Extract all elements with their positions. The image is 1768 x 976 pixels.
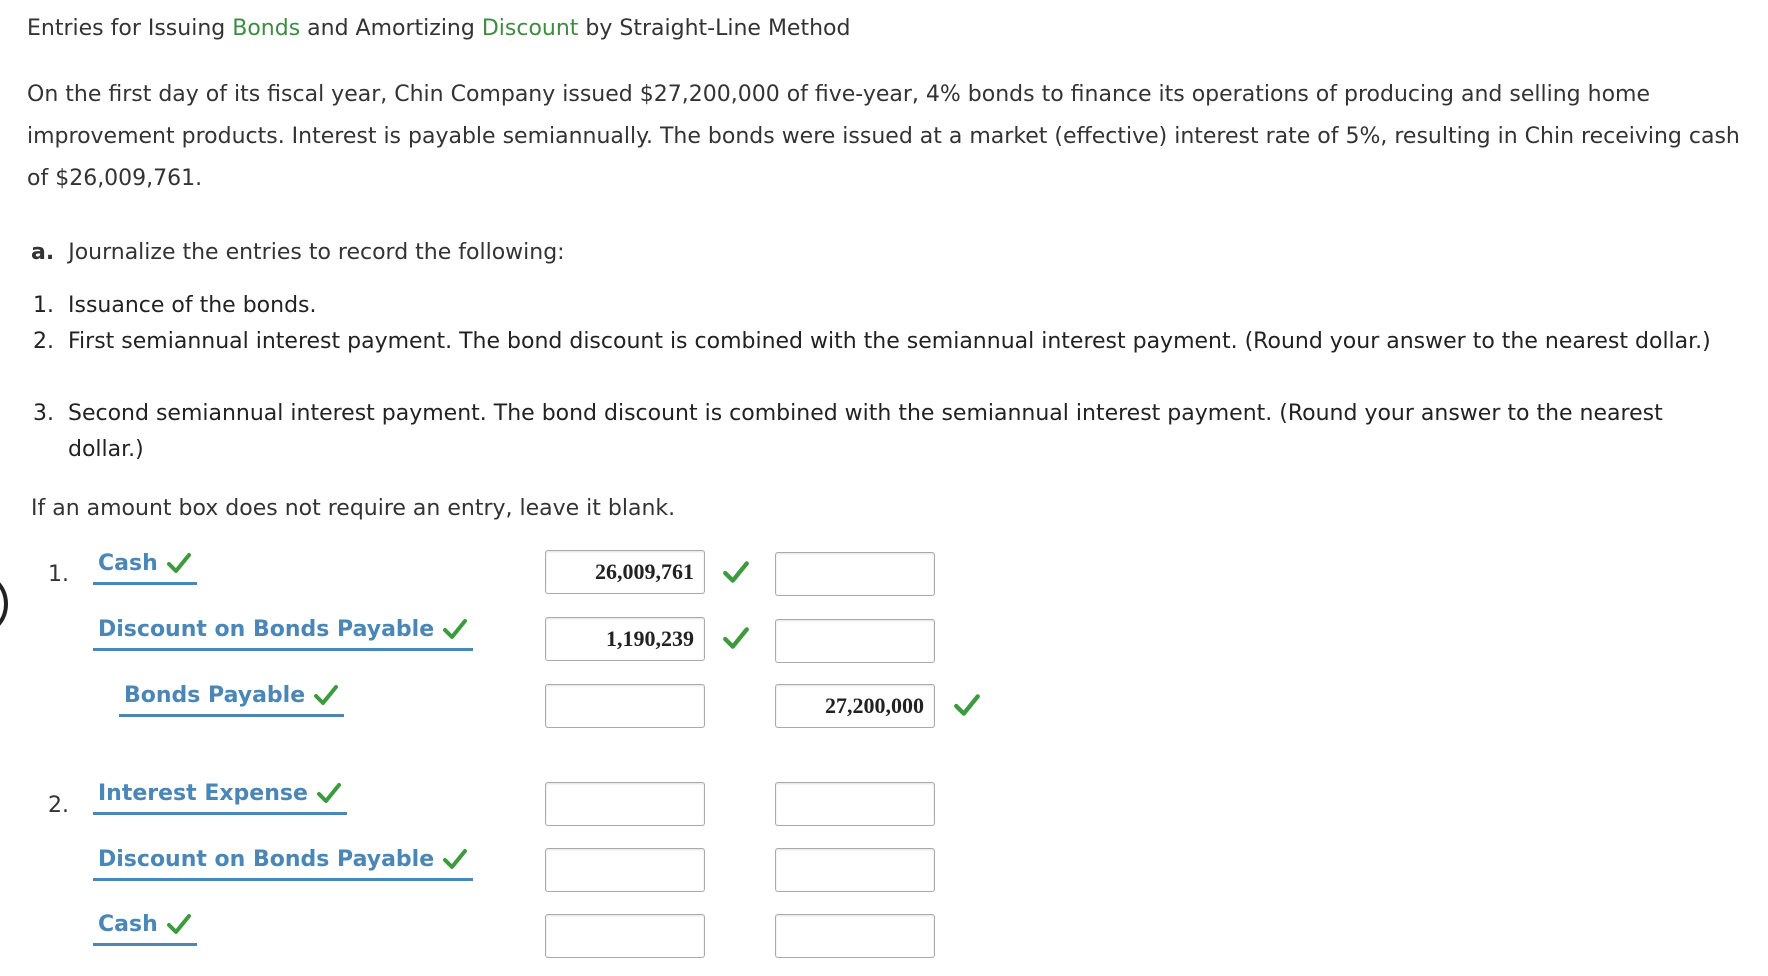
problem-text: On the first day of its fiscal year, Chin Company issued $27,200,000 of five-year, 4% bonds to finance its operations of producing and selling home improvement products. Interest is payable semiannually. The bonds were issued at a market (effective) interest rate of 5%, resulting in Chin receiving cash of $26,009,761. [27, 82, 1740, 191]
account-name: Cash [98, 911, 158, 937]
debit-amount-field[interactable] [545, 684, 705, 728]
discount-link[interactable]: Discount [481, 16, 579, 41]
instruction-text: Issuance of the bonds. [68, 293, 317, 318]
account-select-cash[interactable] [93, 911, 197, 946]
credit-amount-field[interactable]: 27,200,000 [775, 684, 935, 728]
instruction-item [33, 396, 1733, 468]
credit-amount-field[interactable] [775, 782, 935, 826]
title-middle: and Amortizing [300, 16, 482, 41]
debit-amount-field[interactable] [545, 914, 705, 958]
bonds-link[interactable]: Bonds [232, 16, 301, 41]
debit-amount-field[interactable]: 1,190,239 [545, 617, 705, 661]
instruction-number: 2. [33, 329, 54, 354]
instruction-item [33, 288, 1733, 324]
credit-amount-field[interactable] [775, 848, 935, 892]
instruction-item [33, 324, 1733, 360]
part-a-label: a. [31, 240, 55, 265]
account-name: Discount on Bonds Payable [98, 616, 435, 642]
part-a-text: Journalize the entries to record the following: [68, 240, 565, 265]
debit-amount-field[interactable] [545, 848, 705, 892]
account-select-cash[interactable] [93, 550, 197, 585]
check-icon [313, 682, 339, 708]
instruction-number: 1. [33, 293, 54, 318]
check-icon [166, 911, 192, 937]
credit-amount-field[interactable] [775, 552, 935, 596]
credit-amount-field[interactable] [775, 619, 935, 663]
debit-amount-field[interactable] [545, 782, 705, 826]
account-select-interest-expense[interactable] [93, 780, 347, 815]
debit-amount-field[interactable]: 26,009,761 [545, 550, 705, 594]
page-title [27, 16, 850, 41]
leave-blank-note: If an amount box does not require an entry, leave it blank. [31, 496, 676, 521]
title-suffix: by Straight-Line Method [578, 16, 851, 41]
check-icon [316, 780, 342, 806]
check-icon [166, 550, 192, 576]
credit-amount-field[interactable] [775, 914, 935, 958]
check-icon [442, 616, 468, 642]
account-select-discount[interactable] [93, 616, 473, 651]
check-icon [953, 691, 981, 719]
edge-circle-icon [0, 575, 8, 633]
account-name: Interest Expense [98, 780, 308, 806]
account-name: Discount on Bonds Payable [98, 846, 435, 872]
account-select-discount[interactable] [93, 846, 473, 881]
instruction-text: Second semiannual interest payment. The bond discount is combined with the semiannual interest payment. (Round your answer to the nearest dollar.) [68, 401, 1663, 462]
check-icon [722, 558, 750, 586]
account-select-bonds-payable[interactable] [119, 682, 344, 717]
check-icon [722, 624, 750, 652]
title-prefix: Entries for Issuing [27, 16, 233, 41]
instruction-number: 3. [33, 401, 54, 426]
entry-number: 1. [48, 562, 69, 587]
part-a-heading [31, 240, 565, 265]
account-name: Bonds Payable [124, 682, 306, 708]
instruction-text: First semiannual interest payment. The bond discount is combined with the semiannual interest payment. (Round your answer to the nearest dollar.) [68, 329, 1711, 354]
account-name: Cash [98, 550, 158, 576]
entry-number: 2. [48, 793, 69, 818]
check-icon [442, 846, 468, 872]
